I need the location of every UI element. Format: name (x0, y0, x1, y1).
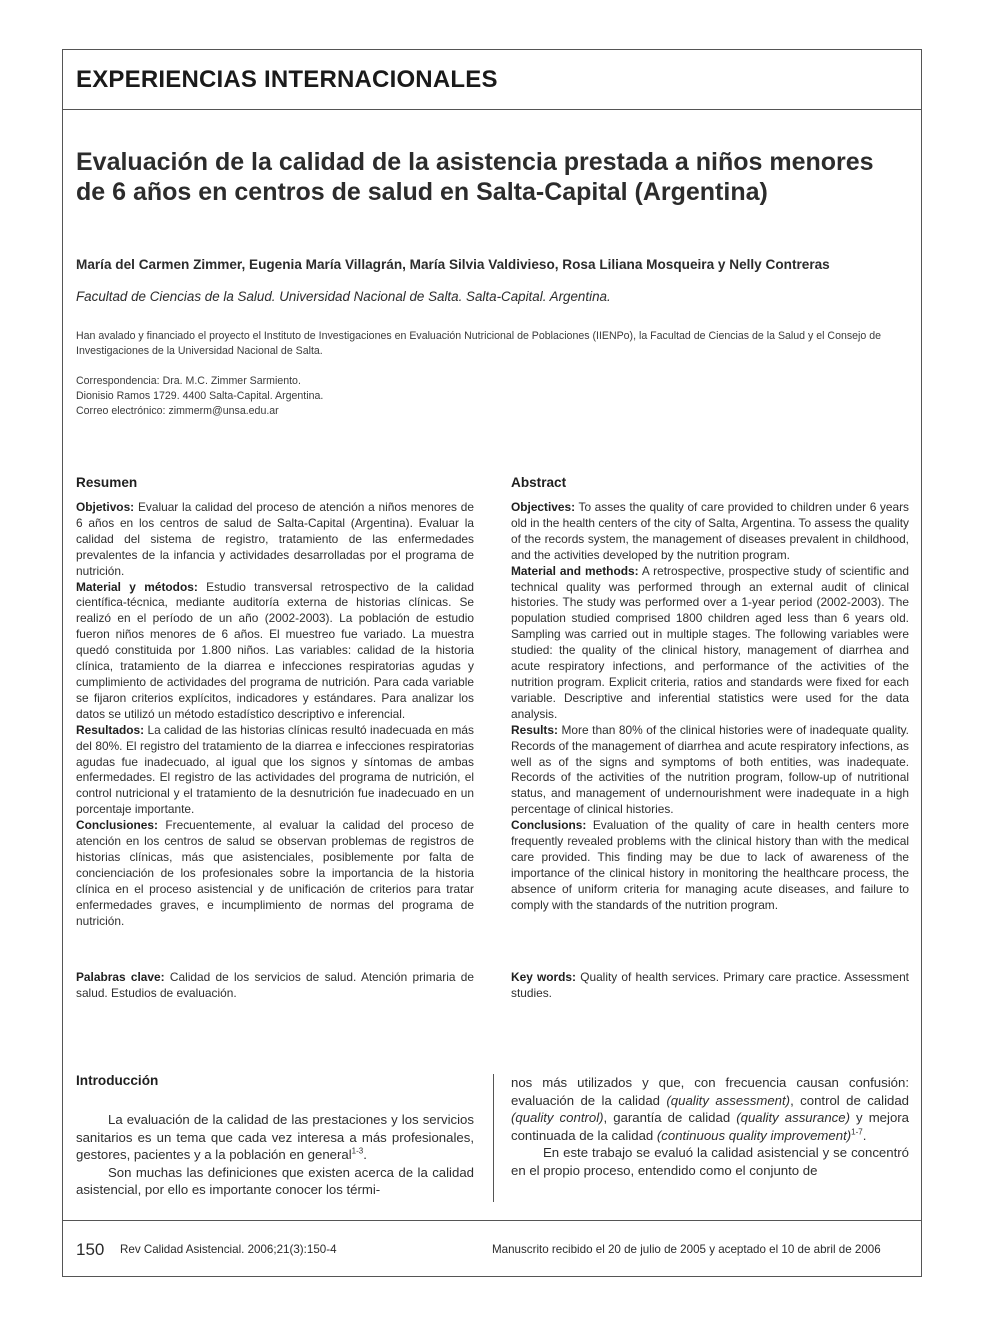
column-divider (493, 1074, 494, 1202)
resumen-objetivos-label: Objetivos: (76, 500, 135, 514)
correspondence-block (76, 374, 323, 419)
header-divider (62, 109, 922, 110)
abstract-keywords-label: Key words: (511, 970, 576, 984)
resumen-keywords-text: Calidad de los servicios de salud. Atención primaria de salud. Estudios de evaluación. (76, 970, 474, 1000)
intro-paragraph: nos más utilizados y que, con frecuencia causan confusión: evaluación de la calidad (quality assessment), control de calidad (quality control), garantía de calidad (quality assurance) y mejora continuada de la calidad (continuous quality improvement)$^{1-7}$. (511, 1075, 910, 1143)
article-authors: María del Carmen Zimmer, Eugenia María Villagrán, María Silvia Valdivieso, Rosa Liliana Mosqueira y Nelly Contreras (76, 257, 830, 272)
intro-right-column (511, 1074, 909, 1180)
abstract-results-text: More than 80% of the clinical histories were of inadequate quality. Records of the management of diarrhea and acute respiratory infections, as well as of the signs and symptoms of both entities, was inadequate. Records of the activities of the nutrition program, follow-up of nutritional status, and management of undernourishment were inadequate in a high percentage of clinical histories. (511, 722, 909, 817)
abstract-methods-label: Material and methods: (511, 563, 639, 578)
intro-heading: Introducción (76, 1073, 159, 1088)
manuscript-dates: Manuscrito recibido el 20 de julio de 2005 y aceptado el 10 de abril de 2006 (492, 1243, 881, 1256)
article-affiliation: Facultad de Ciencias de la Salud. Universidad Nacional de Salta. Salta-Capital. Argentina. (76, 289, 611, 304)
abstract-objectives-text: To asses the quality of care provided to children under 6 years old in the health centers of the city of Salta, Argentina. To assess the quality of the records system, the management of diseases prevalent in childhood, and the activities developed by the nutrition program. (511, 500, 909, 562)
footer-divider (62, 1220, 922, 1221)
resumen-resultados-text: La calidad de las historias clínicas resultó inadecuada en más del 80%. El registro del tratamiento de la diarrea e infecciones respiratorias agudas fue inadecuado, al igual que los signos y síntomas de ambas enfermedades. El registro de las actividades del programa de nutrición, el control nutricional y el tratamiento de la desnutrición fue inadecuado en un porcentaje importante. (76, 722, 474, 817)
resumen-heading: Resumen (76, 475, 138, 490)
abstract-results-label: Results: (511, 722, 558, 737)
intro-paragraph: Son muchas las definiciones que existen acerca de la calidad asistencial, por ello es importante conocer los térmi- (76, 1164, 474, 1198)
resumen-conclusiones-label: Conclusiones: (76, 818, 158, 833)
abstract-conclusions-text: Evaluation of the quality of care in health centers more frequently revealed problems with the clinical history than with the medical care provided. This finding may be due to lack of awareness of the importance of the clinical history in monitoring the healthcare process, the absence of uniform criteria for managing acute diseases, and failure to comply with the standards of the nutrition program. (511, 818, 909, 912)
resumen-resultados-label: Resultados: (76, 722, 145, 737)
abstract-objectives-label: Objectives: (511, 500, 576, 514)
funding-note: Han avalado y financiado el proyecto el Instituto de Investigaciones en Evaluación Nutricional de Poblaciones (IIENPo), la Facultad de Ciencias de la Salud y el Consejo de Investigaciones de la Universidad Nacional de Salta. (76, 330, 882, 357)
abstract-conclusions (511, 818, 909, 913)
page-number: 150 (76, 1240, 105, 1259)
resumen-metodos (76, 580, 474, 723)
abstract-body (511, 500, 909, 914)
article-title: Evaluación de la calidad de la asistencia prestada a niños menores de 6 años en centros de salud en Salta-Capital (Argentina) (76, 148, 874, 206)
resumen-conclusiones (76, 818, 474, 929)
section-tag: EXPERIENCIAS INTERNACIONALES (76, 66, 498, 93)
abstract-methods (511, 564, 909, 723)
resumen-conclusiones-text: Frecuentemente, al evaluar la calidad del proceso de atención en los centros de salud se observan problemas de registros de historias clínicas, más que asistenciales, posiblemente por falta de concienciación de los profesionales sobre la importancia de la historia clínica en el proceso asistencial y de unificación de criterios para tratar enfermedades graves, e incumplimiento de normas del programa de nutrición. (76, 818, 474, 928)
abstract-conclusions-label: Conclusions: (511, 818, 587, 833)
resumen-resultados (76, 723, 474, 818)
resumen-body (76, 500, 474, 929)
intro-paragraph: La evaluación de la calidad de las prestaciones y los servicios sanitarios es un tema que cada vez interesa a más profesionales, gestores, pacientes y a la población en general$^{1-3}$. (76, 1112, 474, 1163)
resumen-keywords (76, 970, 474, 1002)
reference-superscript: 1-7 (851, 1127, 863, 1137)
abstract-methods-text: A retrospective, prospective study of scientific and technical quality was performed through an external audit of clinical histories. The study was performed over a 1-year period (2002-2003). The population studied comprised 1800 children aged less than 6 years old. Sampling was carried out in multiple stages. The following variables were studied: the quality of the clinical history, management of diarrhea and acute respiratory infections, and performance of the activities of the nutrition program. Explicit criteria, ratios and standards were fixed for each variable. Descriptive and inferential statistics were used for the data analysis. (511, 563, 909, 721)
correspondence-email: Correo electrónico: zimmerm@unsa.edu.ar (76, 405, 279, 417)
reference-superscript: 1-3 (351, 1146, 364, 1156)
abstract-results (511, 723, 909, 818)
abstract-heading: Abstract (511, 475, 567, 490)
correspondence-line: Correspondencia: Dra. M.C. Zimmer Sarmiento. (76, 375, 301, 387)
intro-paragraph: En este trabajo se evaluó la calidad asistencial y se concentró en el propio proceso, entendido como el conjunto de (511, 1145, 909, 1178)
resumen-keywords-label: Palabras clave: (76, 970, 165, 984)
journal-citation: Rev Calidad Asistencial. 2006;21(3):150-4 (120, 1243, 337, 1256)
resumen-metodos-text: Estudio transversal retrospectivo de la calidad científica-técnica, mediante auditoría externa de historias clínicas. Se realizó en el período de un año (2002-2003). La población de estudio fueron niños menores de 6 años. El muestreo fue variado. La muestra quedó constituida por 1.800 niños. Las variables: calidad de la historia clínica, tratamiento de la diarrea e infecciones respiratorias agudas y cumplimiento de actividades del programa de nutrición. Para cada variable se fijaron criterios explícitos, indicadores y estándares. Para analizar los datos se utilizó un método estadístico descriptivo e inferencial. (76, 579, 475, 721)
resumen-objetivos-text: Evaluar la calidad del proceso de atención a niños menores de 6 años en los centros de salud de Salta-Capital (Argentina). Evaluar la calidad del sistema de registro, tratamiento de las enfermedades prevalentes de la infancia y actividades desarrolladas por el programa de nutrición. (76, 500, 474, 578)
abstract-objectives (511, 500, 909, 564)
resumen-objetivos (76, 500, 474, 580)
abstract-keywords-text: Quality of health services. Primary care practice. Assessment studies. (511, 970, 909, 1000)
intro-left-column (76, 1111, 474, 1199)
correspondence-line: Dionisio Ramos 1729. 4400 Salta-Capital. Argentina. (76, 390, 324, 402)
resumen-metodos-label: Material y métodos: (76, 579, 198, 594)
abstract-keywords (511, 970, 909, 1002)
